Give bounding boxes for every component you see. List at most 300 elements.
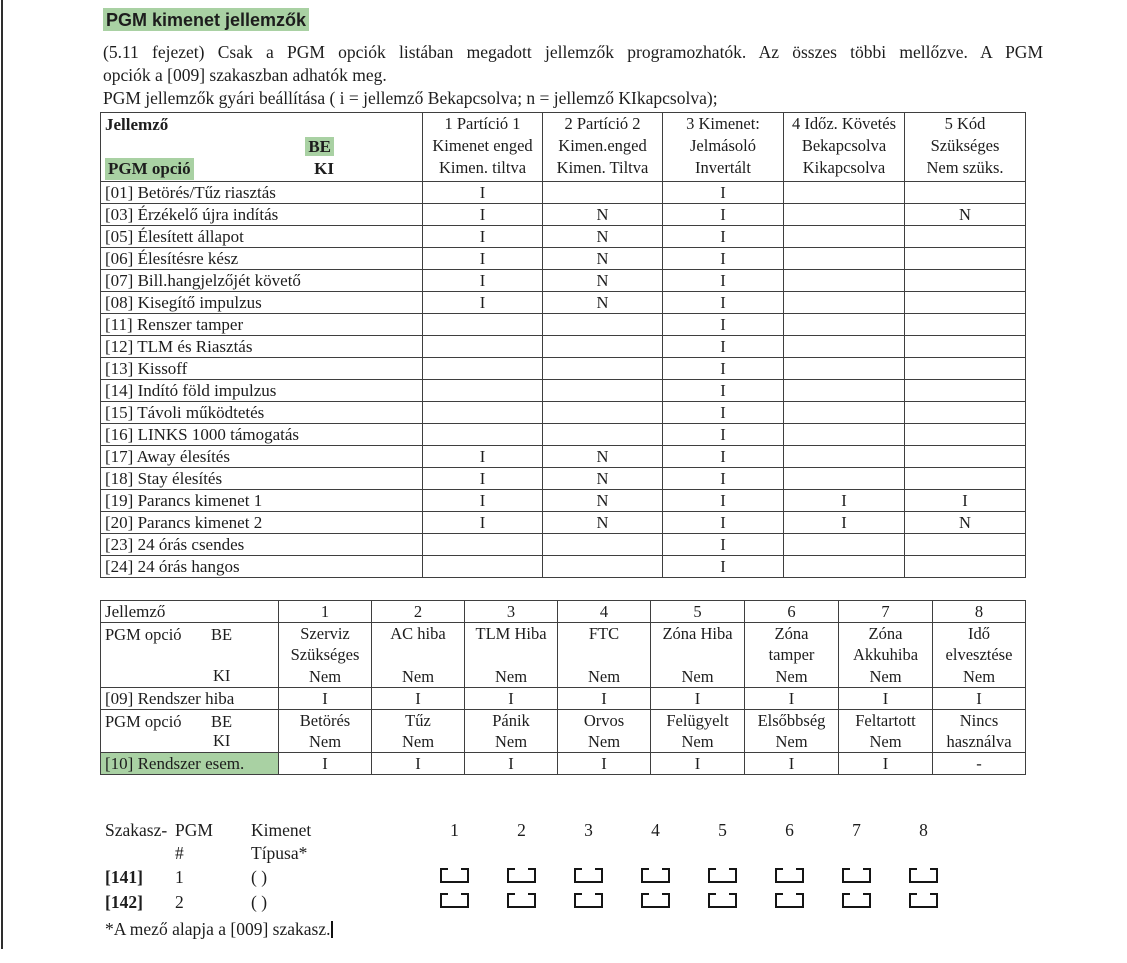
- value-cell: I: [905, 490, 1026, 512]
- on-line: FTC: [588, 624, 620, 643]
- answer-box-icon: [641, 868, 670, 883]
- value-cell: I: [745, 753, 839, 775]
- answer-box-icon: [574, 893, 603, 908]
- value-cell: I: [423, 446, 543, 468]
- value-cell: I: [423, 226, 543, 248]
- column-header-cell: [543, 113, 663, 182]
- value-cell: [784, 270, 905, 292]
- value-cell: [905, 292, 1026, 314]
- option-cell: [279, 623, 372, 688]
- option-cell-wrap: [745, 710, 838, 752]
- value-cell: I: [423, 292, 543, 314]
- option-cell: [933, 710, 1026, 753]
- table-row: [101, 204, 1026, 226]
- value-cell: I: [423, 512, 543, 534]
- value-cell: I: [663, 292, 784, 314]
- value-cell: I: [663, 490, 784, 512]
- answer-box-cell: [421, 865, 488, 890]
- value-cell: N: [543, 292, 663, 314]
- value-cell: [784, 402, 905, 424]
- corner-ki-label: KI: [314, 159, 334, 178]
- value-cell: [784, 226, 905, 248]
- value-cell: [543, 534, 663, 556]
- off-line: Nem: [587, 732, 621, 751]
- pgm-header: PGM: [175, 820, 213, 840]
- value-cell: I: [663, 556, 784, 578]
- on-line: Tűz: [405, 711, 431, 730]
- answer-box-cell: [890, 865, 957, 890]
- column-number-cell: 1: [279, 601, 372, 623]
- page-title-highlight: PGM kimenet jellemzők: [103, 8, 309, 31]
- factory-settings-line: PGM jellemzők gyári beállítása ( i = jellemző Bekapcsolva; n = jellemző KIkapcsolva);: [103, 88, 718, 108]
- row-label-cell: [12] TLM és Riasztás: [101, 336, 423, 358]
- system-events-table: [100, 600, 1026, 775]
- ki-label: KI: [213, 666, 231, 685]
- answer-box-icon: [775, 893, 804, 908]
- section-number: [141]: [105, 867, 143, 887]
- option-cell-wrap: [651, 623, 744, 687]
- worksheet-header-row-1: [105, 819, 1127, 842]
- answer-box-cell: [488, 865, 555, 890]
- header-line: 3 Kimenet:: [686, 114, 760, 133]
- option-cell-wrap: [839, 710, 932, 752]
- value-cell: [784, 358, 905, 380]
- answer-box-icon: [641, 893, 670, 908]
- on-line: Betörés: [299, 711, 351, 730]
- option-cell: [279, 710, 372, 753]
- on-lines: [372, 710, 464, 731]
- answer-box-icon: [507, 868, 536, 883]
- on-lines: [839, 710, 932, 731]
- off-line: Nem: [869, 732, 902, 751]
- pgm-option-header-row: [101, 710, 1026, 753]
- answer-box-icon: [909, 868, 938, 883]
- answer-box-icon: [708, 893, 737, 908]
- row-label-cell: [18] Stay élesítés: [101, 468, 423, 490]
- be-label: BE: [211, 712, 233, 731]
- value-cell: I: [423, 270, 543, 292]
- value-cell: I: [279, 753, 372, 775]
- answer-box-cell: [823, 865, 890, 890]
- column-number-label: 2: [517, 820, 526, 840]
- on-line: Zóna: [774, 624, 809, 643]
- row-label-cell: [03] Érzékelő újra indítás: [101, 204, 423, 226]
- value-cell: N: [543, 512, 663, 534]
- header-line: Kikapcsolva: [802, 158, 886, 177]
- on-lines: [279, 623, 371, 665]
- table-row: [101, 446, 1026, 468]
- option-cell: [933, 623, 1026, 688]
- value-cell: I: [784, 490, 905, 512]
- pgm-option-label-cell: [101, 710, 279, 753]
- answer-box-cell: [622, 865, 689, 890]
- table-row: [101, 292, 1026, 314]
- table-row: [101, 182, 1026, 204]
- on-line: Szerviz: [300, 624, 350, 643]
- value-cell: [423, 556, 543, 578]
- value-cell: [784, 182, 905, 204]
- on-lines: [933, 710, 1025, 752]
- section-number: [142]: [105, 892, 143, 912]
- column-header-cell: [423, 113, 543, 182]
- table-header-row: [101, 601, 1026, 623]
- off-line: Nem: [308, 667, 342, 686]
- worksheet-section: [105, 819, 1127, 915]
- column-number-cell: 3: [465, 601, 558, 623]
- on-line: AC hiba: [390, 624, 446, 643]
- footnote: [105, 918, 1127, 941]
- value-cell: [543, 314, 663, 336]
- table-row: [101, 380, 1026, 402]
- header-line: Jelmásoló: [690, 136, 756, 155]
- value-cell: I: [423, 248, 543, 270]
- value-cell: [784, 556, 905, 578]
- value-cell: [905, 226, 1026, 248]
- on-lines: [558, 710, 650, 731]
- value-cell: [423, 358, 543, 380]
- option-cell-wrap: [558, 710, 650, 752]
- value-cell: [784, 314, 905, 336]
- column-header-cell: [663, 113, 784, 182]
- value-cell: N: [543, 248, 663, 270]
- answer-box-cell: [689, 890, 756, 915]
- value-cell: N: [543, 490, 663, 512]
- option-cell: [465, 623, 558, 688]
- pgm-opcio-label: PGM opció: [105, 625, 182, 644]
- table-row: [101, 336, 1026, 358]
- value-cell: I: [663, 468, 784, 490]
- answer-box-icon: [842, 893, 871, 908]
- table-row: [101, 512, 1026, 534]
- column-number-label: 3: [584, 820, 593, 840]
- value-cell: [784, 336, 905, 358]
- header-line: Bekapcsolva: [801, 136, 887, 155]
- value-cell: N: [543, 226, 663, 248]
- answer-box-icon: [708, 868, 737, 883]
- pgm-option-label-cell: [101, 623, 279, 688]
- option-cell: [465, 710, 558, 753]
- answer-box-cell: [756, 890, 823, 915]
- on-lines: [558, 623, 650, 644]
- tipusa-header: Típusa*: [251, 843, 308, 863]
- on-line: Akkuhiba: [852, 645, 919, 664]
- worksheet-row: [105, 865, 1127, 890]
- answer-box-cell: [622, 890, 689, 915]
- off-line: Nem: [401, 667, 435, 686]
- answer-box-cell: [421, 890, 488, 915]
- off-line: Nem: [775, 667, 808, 686]
- on-line: Felügyelt: [666, 711, 729, 730]
- option-cell: [839, 710, 933, 753]
- corner-header-cell: [101, 113, 423, 182]
- on-line: használva: [946, 732, 1012, 751]
- intro-line-2: opciók a [009] szakaszban adhatók meg.: [103, 65, 387, 85]
- value-cell: [784, 248, 905, 270]
- table-row: [101, 402, 1026, 424]
- value-cell: [905, 336, 1026, 358]
- corner-be-label: BE: [305, 137, 334, 156]
- value-cell: [784, 204, 905, 226]
- option-label-wrap: [101, 623, 278, 687]
- option-cell-wrap: [558, 623, 650, 687]
- value-cell: I: [933, 688, 1026, 710]
- header-line: Szükséges: [930, 136, 1000, 155]
- value-cell: I: [839, 753, 933, 775]
- on-line: Idő: [968, 624, 990, 643]
- column-number-label: 8: [919, 820, 928, 840]
- worksheet-row: [105, 890, 1127, 915]
- value-cell: I: [663, 226, 784, 248]
- row-label-cell: [16] LINKS 1000 támogatás: [101, 424, 423, 446]
- answer-box-icon: [440, 893, 469, 908]
- on-line: Szükséges: [290, 645, 360, 664]
- option-cell-wrap: [465, 710, 557, 752]
- column-header-cell: [784, 113, 905, 182]
- value-cell: I: [423, 490, 543, 512]
- off-line: Nem: [962, 667, 996, 686]
- value-cell: [543, 380, 663, 402]
- answer-box-cell: [823, 890, 890, 915]
- option-cell-wrap: [465, 623, 557, 687]
- value-cell: [784, 292, 905, 314]
- pgm-attributes-table: [100, 112, 1026, 578]
- row-label-cell: [23] 24 órás csendes: [101, 534, 423, 556]
- on-lines: [745, 710, 838, 731]
- table-row: [101, 688, 1026, 710]
- value-cell: [905, 314, 1026, 336]
- row-label-cell: [15] Távoli működtetés: [101, 402, 423, 424]
- answer-box-icon: [909, 893, 938, 908]
- option-cell: [372, 710, 465, 753]
- value-cell: I: [663, 380, 784, 402]
- table-row: [101, 490, 1026, 512]
- option-cell-wrap: [933, 710, 1025, 752]
- header-line: 2 Partíció 2: [564, 114, 641, 133]
- value-cell: I: [465, 753, 558, 775]
- output-type-parens: ( ): [251, 867, 268, 887]
- value-cell: I: [663, 314, 784, 336]
- option-cell: [745, 710, 839, 753]
- value-cell: [543, 402, 663, 424]
- on-lines: [933, 623, 1025, 665]
- answer-box-cell: [555, 890, 622, 915]
- value-cell: I: [423, 468, 543, 490]
- off-line: Nem: [494, 667, 528, 686]
- on-lines: [651, 710, 744, 731]
- on-lines: [745, 623, 838, 665]
- on-line: Orvos: [583, 711, 625, 730]
- value-cell: N: [543, 270, 663, 292]
- option-cell-wrap: [372, 710, 464, 752]
- column-number-cell: 8: [933, 601, 1026, 623]
- row-label-cell: [20] Parancs kimenet 2: [101, 512, 423, 534]
- header-line: 5 Kód: [944, 114, 986, 133]
- table-row: [101, 226, 1026, 248]
- row-label-cell: [14] Indító föld impulzus: [101, 380, 423, 402]
- row-label-cell: [06] Élesítésre kész: [101, 248, 423, 270]
- on-line: elvesztése: [945, 645, 1013, 664]
- on-lines: [279, 710, 371, 731]
- value-cell: I: [663, 402, 784, 424]
- value-cell: [543, 336, 663, 358]
- on-line: TLM Hiba: [475, 624, 547, 643]
- on-lines: [465, 710, 557, 731]
- hash-header: #: [175, 843, 184, 863]
- be-label: BE: [211, 625, 233, 644]
- jellemzo-header-cell: Jellemző: [101, 601, 279, 623]
- on-lines: [372, 623, 464, 644]
- answer-box-cell: [756, 865, 823, 890]
- value-cell: I: [784, 512, 905, 534]
- kimenet-header: Kimenet: [251, 820, 312, 840]
- table-row: [101, 556, 1026, 578]
- answer-box-icon: [507, 893, 536, 908]
- screenshot-left-edge-line: [1, 0, 3, 949]
- corner-pgm-opcio-label: PGM opció: [105, 158, 194, 180]
- on-lines: [465, 623, 557, 644]
- value-cell: N: [543, 446, 663, 468]
- pgm-number: 2: [175, 892, 184, 912]
- value-cell: [905, 358, 1026, 380]
- off-line: Nem: [587, 667, 621, 686]
- value-cell: [905, 248, 1026, 270]
- option-cell-wrap: [279, 710, 371, 752]
- value-cell: [423, 402, 543, 424]
- value-cell: [543, 358, 663, 380]
- row-label-cell: [17] Away élesítés: [101, 446, 423, 468]
- value-cell: I: [558, 688, 651, 710]
- table-header-row: [101, 113, 1026, 182]
- value-cell: [423, 380, 543, 402]
- value-cell: [784, 468, 905, 490]
- row-label-cell: [24] 24 órás hangos: [101, 556, 423, 578]
- column-number-label: 6: [785, 820, 794, 840]
- table-row: [101, 248, 1026, 270]
- value-cell: [784, 534, 905, 556]
- off-line: Nem: [494, 732, 528, 751]
- answer-box-cell: [555, 865, 622, 890]
- on-line: Zóna Hiba: [662, 624, 733, 643]
- pgm-opcio-label: PGM opció: [105, 712, 182, 731]
- option-cell-wrap: [839, 623, 932, 687]
- pgm-number: 1: [175, 867, 184, 887]
- value-cell: I: [663, 424, 784, 446]
- value-cell: I: [372, 753, 465, 775]
- szakasz-header: Szakasz-: [105, 820, 168, 840]
- table-row: [101, 424, 1026, 446]
- value-cell: [905, 556, 1026, 578]
- off-line: Nem: [681, 667, 714, 686]
- value-cell: I: [465, 688, 558, 710]
- value-cell: [905, 270, 1026, 292]
- column-number-label: 1: [450, 820, 459, 840]
- table-row: [101, 753, 1026, 775]
- option-cell-wrap: [372, 623, 464, 687]
- on-line: Zóna: [868, 624, 903, 643]
- value-cell: I: [663, 358, 784, 380]
- option-cell: [558, 710, 651, 753]
- value-cell: I: [651, 753, 745, 775]
- footnote-text: *A mező alapja a [009] szakasz.: [105, 919, 331, 939]
- row-label-cell: [07] Bill.hangjelzőjét követő: [101, 270, 423, 292]
- answer-box-icon: [574, 868, 603, 883]
- value-cell: [423, 336, 543, 358]
- row-label-cell: [08] Kisegítő impulzus: [101, 292, 423, 314]
- option-cell: [839, 623, 933, 688]
- value-cell: I: [663, 336, 784, 358]
- column-number-label: 5: [718, 820, 727, 840]
- value-cell: I: [663, 534, 784, 556]
- column-header-cell: [905, 113, 1026, 182]
- value-cell: -: [933, 753, 1026, 775]
- column-number-label: 7: [852, 820, 861, 840]
- header-line: Kimen. tiltva: [438, 158, 527, 177]
- on-lines: [839, 623, 932, 665]
- row-label-cell: [11] Renszer tamper: [101, 314, 423, 336]
- value-cell: [905, 402, 1026, 424]
- value-cell: N: [543, 204, 663, 226]
- header-line: Kimenet enged: [432, 136, 533, 155]
- worksheet-header-row-2: [105, 842, 1127, 865]
- answer-box-icon: [775, 868, 804, 883]
- value-cell: I: [663, 204, 784, 226]
- header-line: Invertált: [695, 158, 751, 177]
- header-line: Nem szüks.: [926, 158, 1004, 177]
- table-row: [101, 468, 1026, 490]
- on-line: tamper: [768, 645, 815, 664]
- row-label-cell: [05] Élesített állapot: [101, 226, 423, 248]
- row-label-cell: [09] Rendszer hiba: [101, 688, 279, 710]
- value-cell: I: [372, 688, 465, 710]
- value-cell: I: [279, 688, 372, 710]
- value-cell: I: [663, 248, 784, 270]
- value-cell: I: [423, 182, 543, 204]
- on-lines: [651, 623, 744, 644]
- value-cell: [905, 182, 1026, 204]
- value-cell: I: [839, 688, 933, 710]
- value-cell: [423, 424, 543, 446]
- row-label-cell: [01] Betörés/Tűz riasztás: [101, 182, 423, 204]
- on-line: Nincs: [959, 711, 999, 730]
- intro-line-1: (5.11 fejezet) Csak a PGM opciók listában megadott jellemzők programozhatók. Az összes többi mellőzve. A PGM: [103, 42, 1043, 62]
- table-row: [101, 358, 1026, 380]
- on-line: Pánik: [492, 711, 530, 730]
- value-cell: [905, 424, 1026, 446]
- intro-paragraph: [103, 41, 1043, 87]
- value-cell: [543, 424, 663, 446]
- column-number-cell: 5: [651, 601, 745, 623]
- header-line: 1 Partíció 1: [444, 114, 521, 133]
- option-cell: [372, 623, 465, 688]
- value-cell: I: [663, 182, 784, 204]
- value-cell: I: [423, 204, 543, 226]
- option-label-wrap: [101, 710, 278, 752]
- value-cell: I: [651, 688, 745, 710]
- value-cell: I: [663, 270, 784, 292]
- off-line: Nem: [775, 732, 808, 751]
- value-cell: [905, 380, 1026, 402]
- page-title: [103, 10, 1127, 31]
- value-cell: [784, 424, 905, 446]
- off-line: Nem: [869, 667, 902, 686]
- row-label-cell: [10] Rendszer esem.: [101, 753, 279, 775]
- option-cell-wrap: [745, 623, 838, 687]
- text-cursor: [331, 921, 333, 938]
- table-row: [101, 270, 1026, 292]
- value-cell: [784, 446, 905, 468]
- off-line: Nem: [308, 732, 342, 751]
- answer-box-icon: [842, 868, 871, 883]
